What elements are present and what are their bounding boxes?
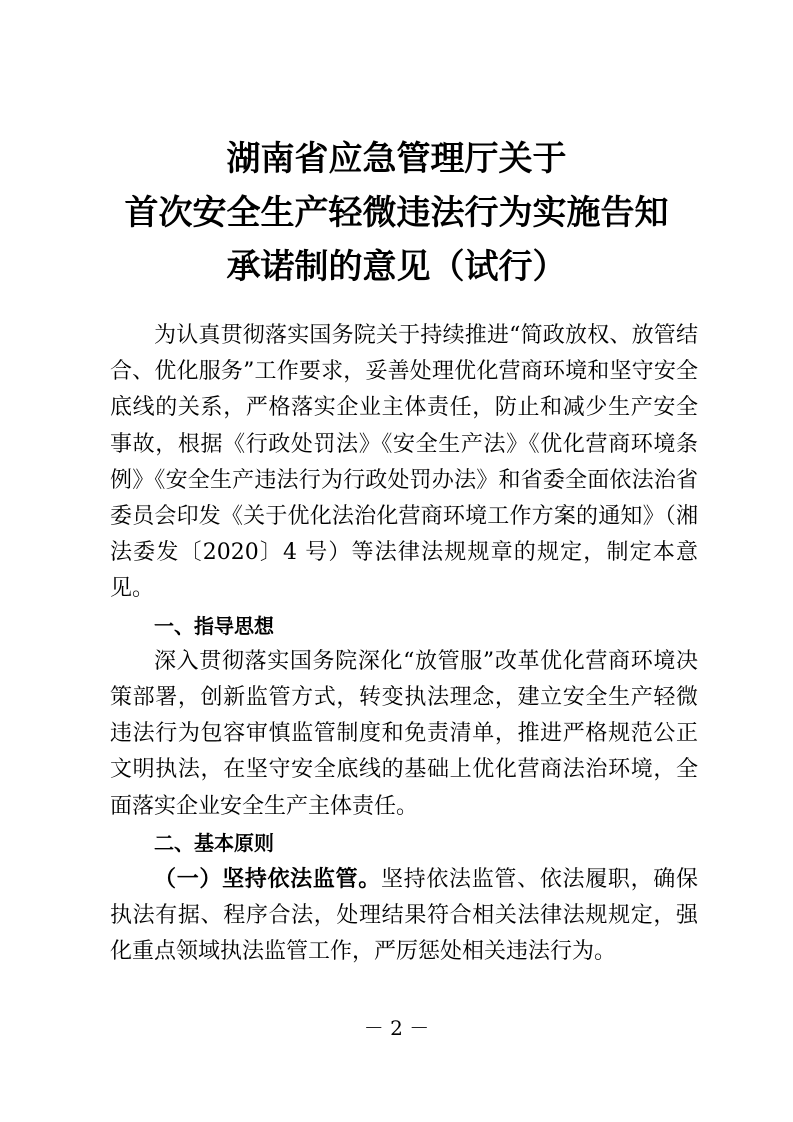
principle-1-text: 坚持依法监管、依法履职，确保执法有据、程序合法，处理结果符合相关法律法规规定，强化重点领域执法监管工作，严厉惩处相关违法行为。	[110, 867, 698, 965]
section-heading-basic-principles: 二、基本原则	[154, 830, 274, 855]
principle-1-lead: （一）坚持依法监管。	[154, 866, 381, 893]
document-title-line-2: 首次安全生产轻微违法行为实施告知	[124, 193, 669, 233]
document-body	[110, 318, 698, 971]
section-heading-guiding-ideology: 一、指导思想	[154, 613, 274, 638]
page-number: － 2 －	[363, 1016, 430, 1040]
document-title-line-1: 湖南省应急管理厅关于	[226, 139, 567, 179]
guiding-ideology-paragraph: 深入贯彻落实国务院深化“放管服”改革优化营商环境决策部署，创新监管方式，转变执法理念，建立安全生产轻微违法行为包容审慎监管制度和免责清单，推进严格规范公正文明执法，在坚守安全底线的基础上优化营商法治环境，全面落实企业安全生产主体责任。	[110, 648, 698, 819]
intro-paragraph: 为认真贯彻落实国务院关于持续推进“简政放权、放管结合、优化服务”工作要求，妥善处理优化营商环境和坚守安全底线的关系，严格落实企业主体责任，防止和减少生产安全事故，根据《行政处罚法》《安全生产法》《优化营商环境条例》《安全生产违法行为行政处罚办法》和省委全面依法治省委员会印发《关于优化法治化营商环境工作方案的通知》（湘法委发〔2020〕4 号）等法律法规规章的规定，制定本意见。	[110, 323, 698, 602]
document-title-line-3: 承诺制的意见（试行）	[226, 247, 567, 287]
principle-1-paragraph	[110, 861, 698, 971]
